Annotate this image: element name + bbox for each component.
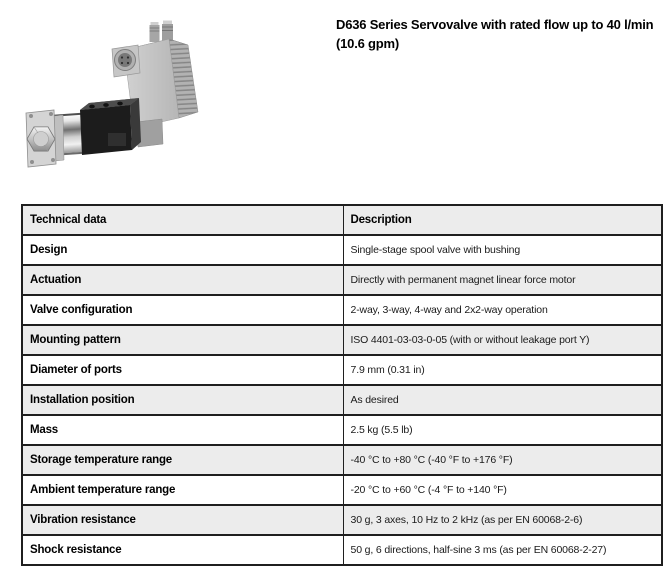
table-header-row — [22, 205, 662, 235]
header-technical-data: Technical data — [22, 205, 343, 235]
spec-label: Ambient temperature range — [22, 475, 343, 505]
table-row — [22, 295, 662, 325]
spec-value: -40 °C to +80 °C (-40 °F to +176 °F) — [343, 445, 662, 475]
spec-value: 30 g, 3 axes, 10 Hz to 2 kHz (as per EN 60068-2-6) — [343, 505, 662, 535]
spec-label: Actuation — [22, 265, 343, 295]
page-title — [336, 15, 668, 53]
spec-label: Diameter of ports — [22, 355, 343, 385]
spec-label: Shock resistance — [22, 535, 343, 565]
spec-label: Storage temperature range — [22, 445, 343, 475]
table-row — [22, 505, 662, 535]
spec-label: Valve configuration — [22, 295, 343, 325]
spec-label: Installation position — [22, 385, 343, 415]
technical-data-table — [21, 204, 663, 566]
valve-body — [80, 98, 141, 155]
spec-label: Vibration resistance — [22, 505, 343, 535]
spec-label: Design — [22, 235, 343, 265]
servovalve-illustration — [20, 14, 260, 184]
spec-label: Mounting pattern — [22, 325, 343, 355]
table-row — [22, 265, 662, 295]
top-fittings — [150, 21, 174, 43]
table-row — [22, 385, 662, 415]
table-row — [22, 445, 662, 475]
spec-value: As desired — [343, 385, 662, 415]
spec-value: ISO 4401-03-03-0-05 (with or without leakage port Y) — [343, 325, 662, 355]
table-row — [22, 325, 662, 355]
spec-value: Directly with permanent magnet linear force motor — [343, 265, 662, 295]
spec-label: Mass — [22, 415, 343, 445]
table-row — [22, 475, 662, 505]
spec-value: -20 °C to +60 °C (-4 °F to +140 °F) — [343, 475, 662, 505]
spec-value: 2-way, 3-way, 4-way and 2x2-way operation — [343, 295, 662, 325]
spec-value: Single-stage spool valve with bushing — [343, 235, 662, 265]
table-row — [22, 355, 662, 385]
header-description: Description — [343, 205, 662, 235]
electrical-connector — [112, 45, 140, 77]
spec-value: 2.5 kg (5.5 lb) — [343, 415, 662, 445]
spec-value: 50 g, 6 directions, half-sine 3 ms (as per EN 60068-2-27) — [343, 535, 662, 565]
table-row — [22, 535, 662, 565]
table-row — [22, 235, 662, 265]
page-title-line1: D636 Series Servovalve with rated flow up to 40 l/min — [336, 17, 654, 32]
end-flange — [26, 110, 56, 167]
table-row — [22, 415, 662, 445]
product-photo — [20, 14, 260, 184]
spec-value: 7.9 mm (0.31 in) — [343, 355, 662, 385]
page-title-line2: (10.6 gpm) — [336, 36, 400, 51]
